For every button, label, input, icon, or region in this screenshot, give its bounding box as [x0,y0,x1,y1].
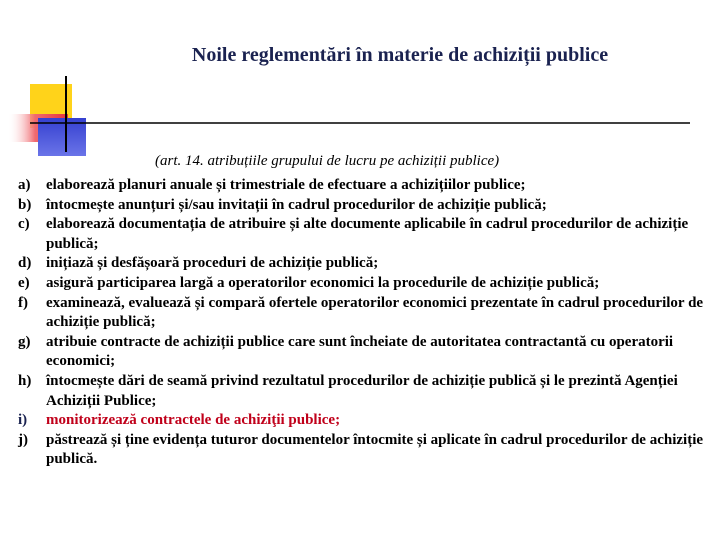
list-item-text: elaborează planuri anuale și trimestriale de efectuare a achizițiilor publice; [46,177,526,193]
decorative-graphic [0,0,720,160]
list-item [18,274,710,294]
list-item [18,372,710,411]
list-item-text: atribuie contracte de achiziții publice care sunt încheiate de autoritatea contractantă cu operatorii economici; [46,333,674,370]
list-marker: e) [18,274,30,291]
list-item [18,176,710,196]
list-item [18,431,710,470]
section-subtitle: (art. 14. atribuțiile grupului de lucru pe achiziții publice) [155,153,500,169]
list-marker: a) [18,177,31,193]
list-marker: c) [18,216,30,233]
list-item-text: întocmește anunțuri și/sau invitații în cadrul procedurilor de achiziție publică; [46,196,547,213]
list-item-text: elaborează documentația de atribuire și alte documente aplicabile în cadrul procedurilor de achiziție publică; [46,216,689,252]
list-item-text: examinează, evaluează și compară ofertele operatorilor economici prezentate în cadrul procedurilor de achiziție publică; [46,294,704,331]
page-title: Noile reglementări în materie de achiziții publice [191,44,609,66]
list-item-text: întocmește dări de seamă privind rezultatul procedurilor de achiziție publică și le prezintă Agenției Achiziții Publice; [46,372,678,409]
list-item-text: asigură participarea largă a operatorilor economici la procedurile de achiziție publică; [46,274,600,291]
list-item-text: monitorizează contractele de achiziţii publice; [46,412,341,429]
list-item-text: păstrează și ține evidența tuturor documentelor întocmite și aplicate în cadrul procedurilor de achiziție publică. [46,431,704,468]
list-item [18,254,710,274]
duties-list [18,176,710,470]
list-item-highlighted [18,411,710,431]
list-marker: b) [18,196,32,213]
list-item-text: inițiază și desfășoară proceduri de achiziție publică; [46,255,379,272]
list-item [18,333,710,372]
list-marker: h) [18,372,32,389]
list-item [18,215,710,254]
list-marker: g) [18,333,31,350]
list-item [18,294,710,333]
list-marker: i) [18,412,28,429]
list-item [18,196,710,216]
list-marker: d) [18,255,32,272]
list-marker: f) [18,294,28,311]
list-marker: j) [18,431,28,448]
